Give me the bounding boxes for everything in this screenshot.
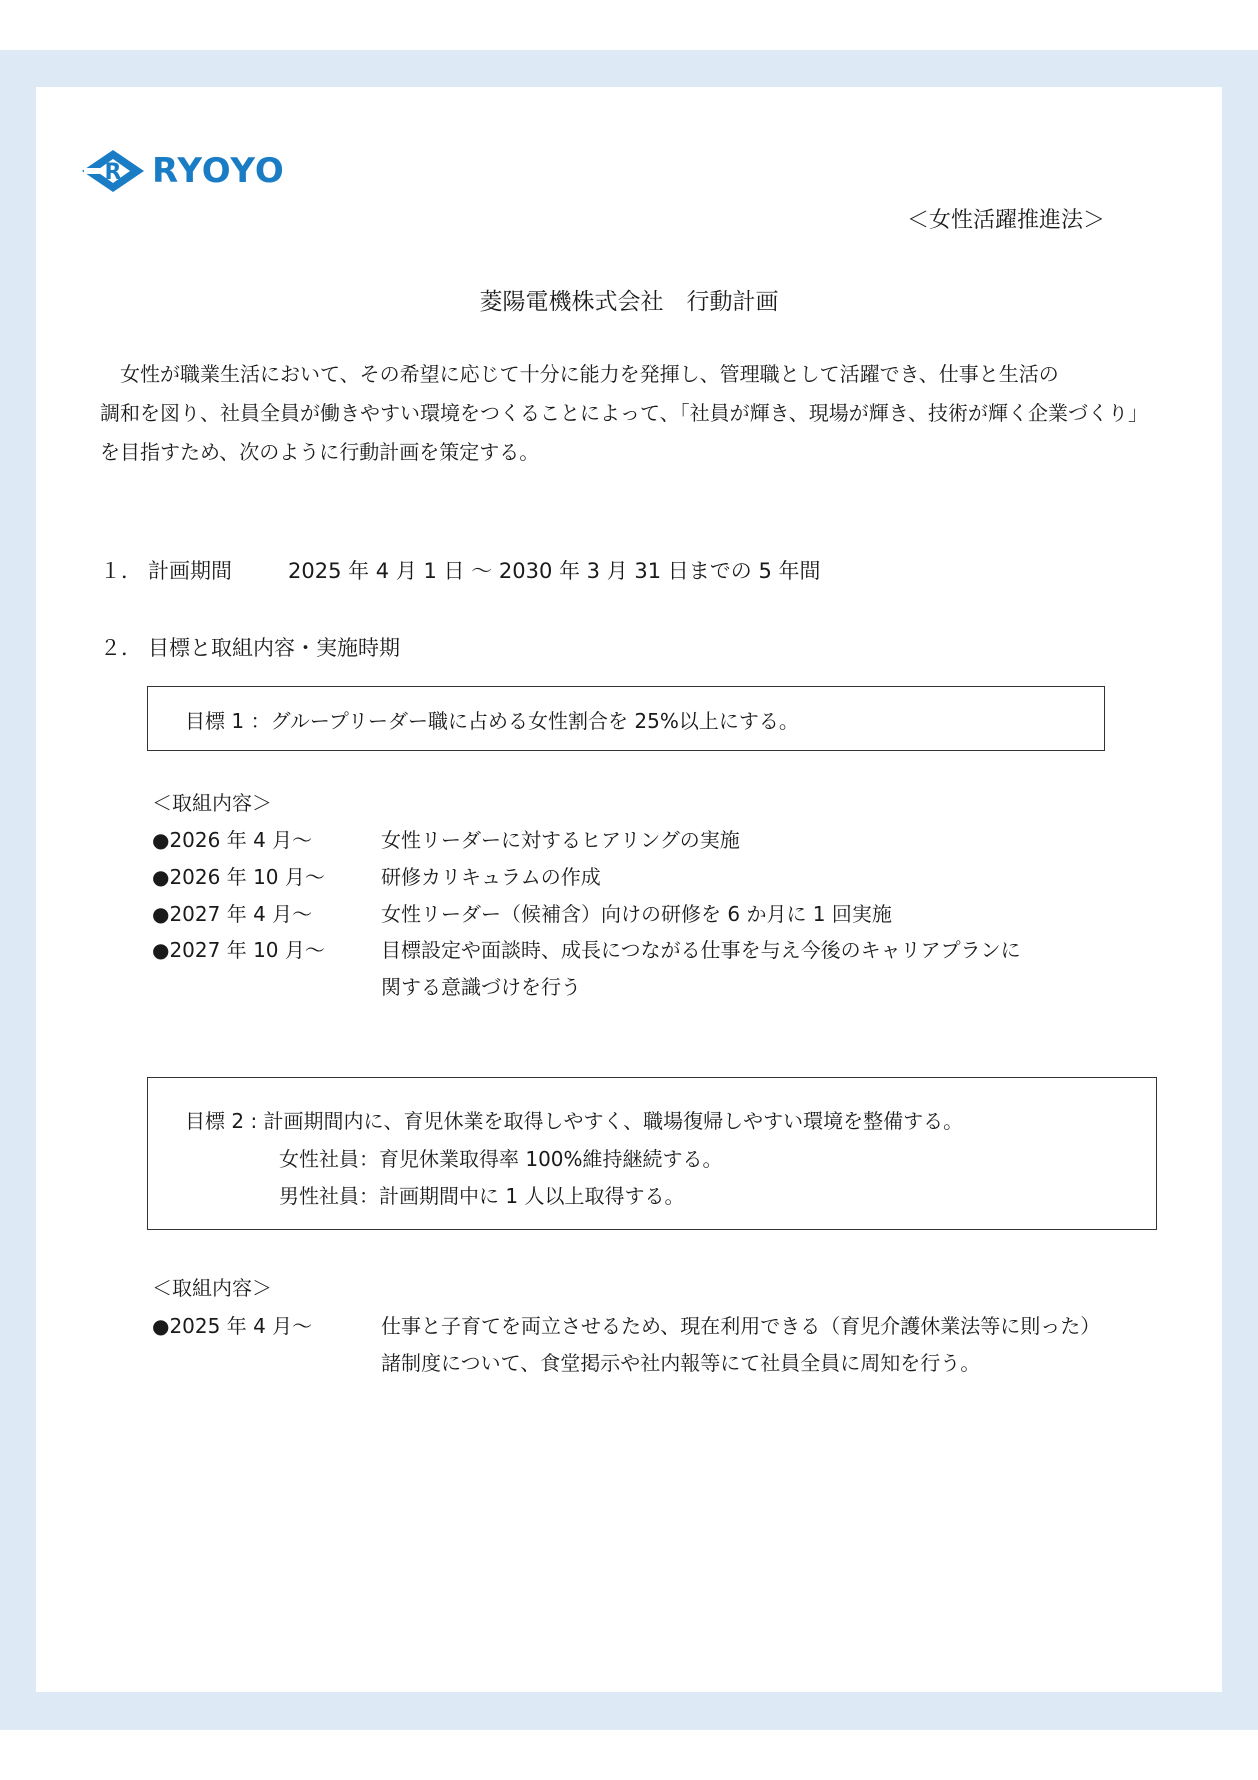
goal2-box [147,1077,1157,1230]
section1-number: １． [100,559,142,583]
goal2-male-target: 男性社員：計画期間中に 1 人以上取得する。 [279,1184,685,1208]
goal1-box [147,686,1105,751]
goal2-action-text: 仕事と子育てを両立させるため、現在利用できる（育児介護休業法等に則った） [381,1314,1101,1338]
svg-text:R: R [104,160,122,185]
goal1-action-date: ●2026 年 10 月～ [152,865,325,889]
intro-paragraph [100,355,1160,472]
goal2-text: 目標 2 : 計画期間内に、育児休業を取得しやすく、職場復帰しやすい環境を整備する。 [185,1109,964,1133]
goal1-action-date: ●2027 年 10 月～ [152,938,325,962]
goal1-text: 目標 1 ：グループリーダー職に占める女性割合を 25%以上にする。 [185,709,799,733]
goal2-action-date: ●2025 年 4 月～ [152,1314,313,1338]
law-label: ＜女性活躍推進法＞ [906,208,1105,233]
goal1-action-date: ●2026 年 4 月～ [152,828,313,852]
goal2-action-text: 諸制度について、食堂掲示や社内報等にて社員全員に周知を行う。 [381,1351,981,1375]
intro-line: 女性が職業生活において、その希望に応じて十分に能力を発揮し、管理職として活躍でき、仕事と生活の [100,362,1059,386]
goal2-female-target: 女性社員：育児休業取得率 100%維持継続する。 [279,1147,723,1171]
goal1-action-text: 目標設定や面談時、成長につながる仕事を与え今後のキャリアプランに [381,938,1021,962]
goal1-actions-heading: ＜取組内容＞ [152,791,272,815]
goal1-action-text: 関する意識づけを行う [381,975,581,999]
intro-line: 調和を図り、社員全員が働きやすい環境をつくることによって、「社員が輝き、現場が輝き、技術が輝く企業づくり」 [100,401,1148,425]
plan-period: 2025 年 4 月 1 日 ～ 2030 年 3 月 31 日までの 5 年間 [288,559,821,583]
goal1-action-text: 女性リーダーに対するヒアリングの実施 [381,828,740,852]
logo-text: RYOYO [152,151,285,191]
goal1-action-text: 女性リーダー（候補含）向けの研修を 6 か月に 1 回実施 [381,902,892,926]
goal2-actions-heading: ＜取組内容＞ [152,1276,272,1300]
section1-label: 計画期間 [148,559,232,583]
page-title: 菱陽電機株式会社 行動計画 [479,289,779,315]
ryoyo-logo-icon [80,148,146,194]
goal1-action-text: 研修カリキュラムの作成 [381,865,601,889]
intro-line: を目指すため、次のように行動計画を策定する。 [100,440,540,464]
section2-label: 目標と取組内容・実施時期 [148,636,400,660]
section2-number: ２． [100,636,142,660]
goal1-action-date: ●2027 年 4 月～ [152,902,313,926]
company-logo [80,147,285,195]
